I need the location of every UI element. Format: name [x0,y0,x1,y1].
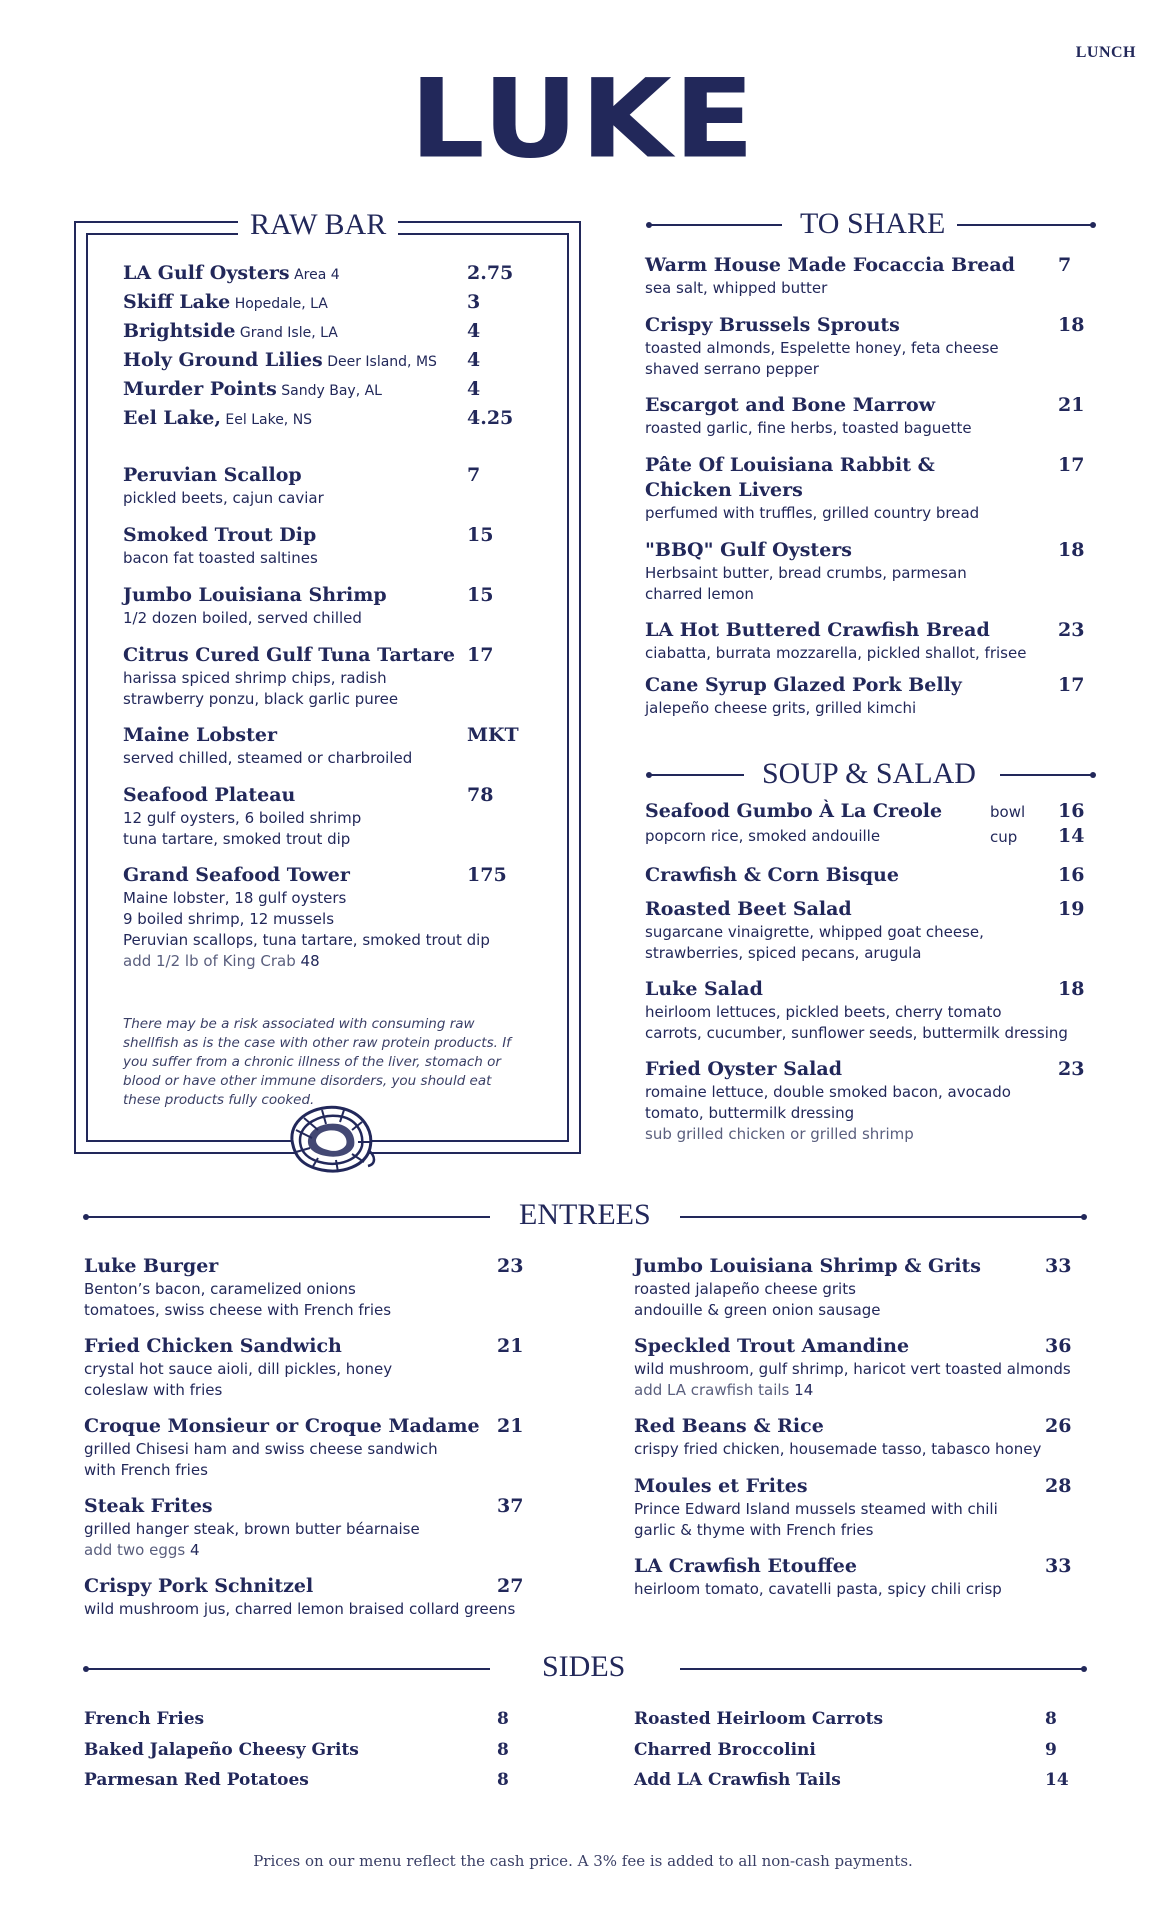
oyster-name: Eel Lake, [123,407,221,429]
side-item-name: Parmesan Red Potatoes [84,1770,309,1790]
item-description: crystal hot sauce aioli, dill pickles, honey [84,1360,393,1378]
addon-price: 4 [189,1541,200,1559]
side-item-price: 8 [497,1709,509,1729]
item-description: with French fries [84,1461,208,1479]
item-name: Pâte Of Louisiana Rabbit & [645,454,935,476]
item-description: strawberry ponzu, black garlic puree [123,690,399,708]
section-rule [680,1668,1084,1670]
side-item-price: 9 [1045,1740,1057,1760]
item-price: 19 [1058,898,1085,920]
item-price: 78 [467,784,494,806]
menu-item [634,1474,998,1541]
item-name: Citrus Cured Gulf Tuna Tartare [123,644,456,666]
section-rule [87,1668,490,1670]
item-description: garlic & thyme with French fries [634,1521,874,1539]
item-price: 26 [1045,1415,1072,1437]
size-label: bowl [990,803,1026,821]
oyster-item [123,377,382,402]
raw-shellfish-warning: There may be a risk associated with consuming raw shellfish as is the case with other raw protein products. If you suffer from a chronic illness of the liver, stomach or blood or have other immune disorders, you should eat these products fully cooked. [123,1016,511,1108]
item-price: 18 [1058,539,1085,561]
item-price: 18 [1058,978,1085,1000]
item-name-line2: Chicken Livers [645,479,803,501]
item-description: carrots, cucumber, sunflower seeds, buttermilk dressing [645,1024,1068,1042]
menu-item [84,1334,392,1401]
item-price: 14 [1058,825,1085,847]
item-price: MKT [467,724,519,746]
addon-label: add two eggs [84,1541,186,1559]
oyster-name: Skiff Lake [123,291,231,313]
menu-item [634,1254,981,1321]
menu-item [123,643,455,710]
oyster-price: 2.75 [467,262,514,284]
raw-bar-title: RAW BAR [238,208,398,242]
item-price: 33 [1045,1255,1072,1277]
oyster-name: Holy Ground Lilies [123,349,323,371]
item-price: 16 [1058,864,1085,886]
rule-dot [1081,1214,1087,1220]
addon-label: add 1/2 lb of King Crab [123,952,296,970]
item-price: 175 [467,864,507,886]
item-description: roasted jalapeño cheese grits [634,1280,856,1298]
menu-item [645,977,1068,1044]
item-description: Benton’s bacon, caramelized onions [84,1280,356,1298]
item-description: heirloom lettuces, pickled beets, cherry tomato [645,1003,1002,1021]
item-addon [84,1540,420,1561]
item-description: served chilled, steamed or charbroiled [123,749,413,767]
item-price: 28 [1045,1475,1072,1497]
item-price: 18 [1058,314,1085,336]
menu-item [123,723,412,769]
item-description: romaine lettuce, double smoked bacon, avocado [645,1083,1011,1101]
menu-item [645,863,899,888]
item-name: Maine Lobster [123,724,277,746]
item-description: grilled Chisesi ham and swiss cheese sandwich [84,1440,438,1458]
item-price: 23 [1058,619,1085,641]
menu-item [645,313,999,380]
item-description: jalepeño cheese grits, grilled kimchi [645,699,917,717]
meal-label: LUNCH [1075,44,1136,61]
item-description: Herbsaint butter, bread crumbs, parmesan [645,564,967,582]
item-description: Peruvian scallops, tuna tartare, smoked trout dip [123,931,490,949]
sides-title: SIDES [530,1650,637,1684]
price-disclaimer: Prices on our menu reflect the cash price. A 3% fee is added to all non-cash payments. [253,1852,913,1870]
oyster-price: 4 [467,349,481,371]
item-name: Luke Burger [84,1255,219,1277]
oyster-location: Eel Lake, NS [225,412,313,428]
item-price: 15 [467,524,494,546]
item-description: tomato, buttermilk dressing [645,1104,855,1122]
item-name: Jumbo Louisiana Shrimp [123,584,387,606]
item-description: andouille & green onion sausage [634,1301,881,1319]
section-rule [87,1216,490,1218]
addon-label: add LA crawfish tails [634,1381,790,1399]
menu-item [84,1414,480,1481]
item-price: 23 [1058,1058,1085,1080]
menu-item [645,1057,1011,1145]
side-item-price: 8 [1045,1709,1057,1729]
menu-item [84,1494,420,1561]
item-price: 7 [1058,254,1072,276]
item-name: LA Crawfish Etouffee [634,1555,857,1577]
item-price: 21 [497,1335,524,1357]
oyster-name: LA Gulf Oysters [123,262,290,284]
item-description: wild mushroom jus, charred lemon braised collard greens [84,1600,516,1618]
side-item-name: Baked Jalapeño Cheesy Grits [84,1740,359,1760]
item-name: Croque Monsieur or Croque Madame [84,1415,480,1437]
item-price: 17 [1058,674,1085,696]
item-addon: sub grilled chicken or grilled shrimp [645,1125,914,1143]
item-description: tuna tartare, smoked trout dip [123,830,351,848]
item-price: 36 [1045,1335,1072,1357]
item-description: pickled beets, cajun caviar [123,489,324,507]
item-price: 7 [467,464,481,486]
item-addon [634,1380,1071,1401]
item-description: roasted garlic, fine herbs, toasted baguette [645,419,972,437]
menu-item [123,783,361,850]
menu-item [645,897,984,964]
side-item-name: French Fries [84,1709,205,1729]
oyster-name: Murder Points [123,378,277,400]
item-description: wild mushroom, gulf shrimp, haricot vert toasted almonds [634,1360,1071,1378]
menu-item [123,583,387,629]
addon-price: 48 [300,952,320,970]
item-description: 9 boiled shrimp, 12 mussels [123,910,335,928]
section-rule [1000,774,1094,776]
item-name: Seafood Plateau [123,784,296,806]
rule-dot [1090,222,1096,228]
soup-salad-title: SOUP & SALAD [750,757,988,791]
restaurant-logo: LUKE [409,55,757,183]
menu-item-gumbo [645,799,942,847]
oyster-item [123,319,338,344]
oyster-item [123,348,437,373]
item-price: 23 [497,1255,524,1277]
oyster-location: Grand Isle, LA [239,325,338,341]
oyster-price: 4.25 [467,407,514,429]
side-item-price: 14 [1045,1770,1069,1790]
menu-item [634,1334,1071,1401]
menu-item [645,538,967,605]
item-description: 1/2 dozen boiled, served chilled [123,609,362,627]
menu-item [645,618,1026,664]
oyster-name: Brightside [123,320,236,342]
item-name: Crawfish & Corn Bisque [645,864,899,886]
rule-dot [1090,772,1096,778]
item-description: ciabatta, burrata mozzarella, pickled shallot, frisee [645,644,1027,662]
menu-item [645,393,972,439]
oyster-price: 4 [467,378,481,400]
item-price: 33 [1045,1555,1072,1577]
menu-item [84,1254,391,1321]
oyster-illustration-icon [282,1100,378,1176]
side-item-name: Charred Broccolini [634,1740,816,1760]
item-name: Cane Syrup Glazed Pork Belly [645,674,962,696]
item-name: Seafood Gumbo À La Creole [645,800,943,822]
oyster-price: 3 [467,291,481,313]
to-share-title: TO SHARE [788,207,957,241]
oyster-item [123,290,328,315]
menu-item [123,863,490,972]
item-name: Red Beans & Rice [634,1415,824,1437]
oyster-location: Hopedale, LA [234,296,328,312]
menu-item [123,523,318,569]
item-description: perfumed with truffles, grilled country bread [645,504,980,522]
oyster-item [123,406,312,431]
item-name: LA Hot Buttered Crawfish Bread [645,619,990,641]
item-description: heirloom tomato, cavatelli pasta, spicy chili crisp [634,1580,1002,1598]
item-price: 17 [467,644,494,666]
oyster-location: Area 4 [294,267,340,283]
menu-item [84,1574,515,1620]
item-price: 27 [497,1575,524,1597]
item-price: 37 [497,1495,524,1517]
item-name: Crispy Brussels Sprouts [645,314,900,336]
item-description: charred lemon [645,585,754,603]
item-description: Maine lobster, 18 gulf oysters [123,889,347,907]
menu-item [645,453,979,524]
item-description: Prince Edward Island mussels steamed with chili [634,1500,998,1518]
item-description: harissa spiced shrimp chips, radish [123,669,387,687]
item-description: shaved serrano pepper [645,360,819,378]
oyster-location: Sandy Bay, AL [281,383,382,399]
item-description: bacon fat toasted saltines [123,549,318,567]
item-name: Moules et Frites [634,1475,808,1497]
menu-item [645,673,962,719]
item-description: 12 gulf oysters, 6 boiled shrimp [123,809,362,827]
item-description: strawberries, spiced pecans, arugula [645,944,922,962]
section-rule [650,774,744,776]
item-description: crispy fried chicken, housemade tasso, tabasco honey [634,1440,1042,1458]
oyster-item [123,261,340,286]
menu-item [123,463,324,509]
item-price: 16 [1058,800,1085,822]
oyster-location: Deer Island, MS [327,354,437,370]
item-price: 21 [497,1415,524,1437]
menu-item [645,253,1015,299]
item-price: 15 [467,584,494,606]
item-description: tomatoes, swiss cheese with French fries [84,1301,392,1319]
section-rule [948,224,1094,226]
menu-item [634,1414,1041,1460]
entrees-title: ENTREES [507,1198,663,1232]
item-name: Fried Chicken Sandwich [84,1335,342,1357]
addon-price: 14 [794,1381,814,1399]
item-description: sea salt, whipped butter [645,279,828,297]
item-name: Grand Seafood Tower [123,864,350,886]
item-name: Fried Oyster Salad [645,1058,842,1080]
item-description: grilled hanger steak, brown butter béarnaise [84,1520,420,1538]
item-name: Luke Salad [645,978,763,1000]
item-description: coleslaw with fries [84,1381,223,1399]
item-name: Smoked Trout Dip [123,524,317,546]
item-name: Speckled Trout Amandine [634,1335,910,1357]
item-addon [123,951,490,972]
item-description: sugarcane vinaigrette, whipped goat cheese, [645,923,984,941]
side-item-price: 8 [497,1740,509,1760]
oyster-price: 4 [467,320,481,342]
side-item-name: Add LA Crawfish Tails [634,1770,841,1790]
item-name: Escargot and Bone Marrow [645,394,936,416]
menu-item [634,1554,1002,1600]
item-name: "BBQ" Gulf Oysters [645,539,852,561]
item-price: 21 [1058,394,1085,416]
item-description: popcorn rice, smoked andouille [645,827,881,845]
side-item-name: Roasted Heirloom Carrots [634,1709,884,1729]
item-name: Roasted Beet Salad [645,898,852,920]
rule-dot [1081,1666,1087,1672]
item-name: Peruvian Scallop [123,464,302,486]
section-rule [650,224,782,226]
item-name: Steak Frites [84,1495,213,1517]
side-item-price: 8 [497,1770,509,1790]
item-name: Jumbo Louisiana Shrimp & Grits [634,1255,981,1277]
section-rule [680,1216,1084,1218]
item-description: toasted almonds, Espelette honey, feta cheese [645,339,999,357]
item-price: 17 [1058,454,1085,476]
size-label: cup [990,828,1018,846]
item-name: Warm House Made Focaccia Bread [645,254,1015,276]
item-name: Crispy Pork Schnitzel [84,1575,314,1597]
